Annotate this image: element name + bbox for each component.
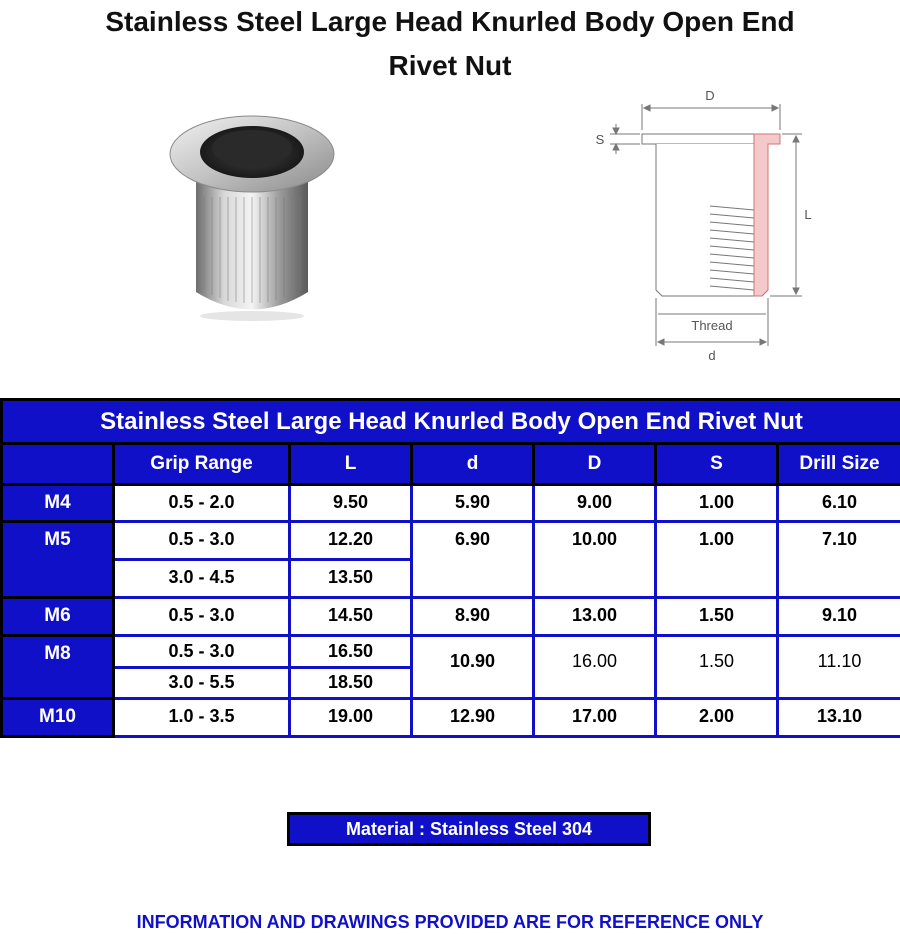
drill-size-cell: 9.10 bbox=[778, 598, 900, 636]
grip-range-cell: 3.0 - 4.5 bbox=[114, 560, 290, 598]
table-row bbox=[2, 522, 900, 560]
D-cell: 10.00 bbox=[534, 522, 656, 598]
S-cell: 1.00 bbox=[656, 484, 778, 522]
drawing-label-D: D bbox=[705, 88, 715, 103]
size-cell: M6 bbox=[2, 598, 114, 636]
col-header-S: S bbox=[656, 444, 778, 484]
d-cell: 12.90 bbox=[412, 699, 534, 737]
S-cell: 1.50 bbox=[656, 636, 778, 699]
drill-size-cell: 6.10 bbox=[778, 484, 900, 522]
S-cell: 2.00 bbox=[656, 699, 778, 737]
size-cell: M10 bbox=[2, 699, 114, 737]
grip-range-cell: 0.5 - 3.0 bbox=[114, 636, 290, 667]
D-cell: 17.00 bbox=[534, 699, 656, 737]
rivet-nut-photo bbox=[160, 112, 340, 322]
d-cell: 6.90 bbox=[412, 522, 534, 598]
S-cell: 1.50 bbox=[656, 598, 778, 636]
drawing-label-d: d bbox=[708, 348, 716, 363]
table-row bbox=[2, 636, 900, 667]
size-cell: M4 bbox=[2, 484, 114, 522]
d-cell: 10.90 bbox=[412, 636, 534, 699]
L-cell: 9.50 bbox=[290, 484, 412, 522]
table-row bbox=[2, 484, 900, 522]
size-cell: M5 bbox=[2, 522, 114, 598]
col-header-D: D bbox=[534, 444, 656, 484]
table-row bbox=[2, 598, 900, 636]
L-cell: 14.50 bbox=[290, 598, 412, 636]
col-header-drill-size: Drill Size bbox=[778, 444, 900, 484]
drill-size-cell: 13.10 bbox=[778, 699, 900, 737]
rivet-nut-drawing bbox=[590, 84, 815, 369]
S-cell: 1.00 bbox=[656, 522, 778, 598]
drawing-label-thread: Thread bbox=[691, 318, 733, 333]
L-cell: 16.50 bbox=[290, 636, 412, 667]
col-header-d: d bbox=[412, 444, 534, 484]
table-header-row bbox=[2, 444, 900, 484]
grip-range-cell: 1.0 - 3.5 bbox=[114, 699, 290, 737]
d-cell: 5.90 bbox=[412, 484, 534, 522]
drawing-label-S: S bbox=[595, 132, 605, 147]
L-cell: 18.50 bbox=[290, 667, 412, 698]
size-cell: M8 bbox=[2, 636, 114, 699]
d-cell: 8.90 bbox=[412, 598, 534, 636]
spec-table bbox=[0, 398, 900, 738]
D-cell: 16.00 bbox=[534, 636, 656, 699]
page-title bbox=[0, 0, 900, 88]
L-cell: 13.50 bbox=[290, 560, 412, 598]
D-cell: 13.00 bbox=[534, 598, 656, 636]
table-row bbox=[2, 699, 900, 737]
col-header-size bbox=[2, 444, 114, 484]
grip-range-cell: 3.0 - 5.5 bbox=[114, 667, 290, 698]
D-cell: 9.00 bbox=[534, 484, 656, 522]
drawing-label-L: L bbox=[804, 207, 812, 222]
grip-range-cell: 0.5 - 2.0 bbox=[114, 484, 290, 522]
col-header-grip-range: Grip Range bbox=[114, 444, 290, 484]
grip-range-cell: 0.5 - 3.0 bbox=[114, 522, 290, 560]
material-label: Material : Stainless Steel 304 bbox=[287, 812, 651, 846]
page-title-line-2: Rivet Nut bbox=[388, 50, 512, 81]
L-cell: 19.00 bbox=[290, 699, 412, 737]
drill-size-cell: 11.10 bbox=[778, 636, 900, 699]
drill-size-cell: 7.10 bbox=[778, 522, 900, 598]
disclaimer-text: INFORMATION AND DRAWINGS PROVIDED ARE FOR REFERENCE ONLY bbox=[136, 912, 764, 932]
grip-range-cell: 0.5 - 3.0 bbox=[114, 598, 290, 636]
col-header-L: L bbox=[290, 444, 412, 484]
page-title-line-1: Stainless Steel Large Head Knurled Body Open End bbox=[105, 6, 795, 37]
L-cell: 12.20 bbox=[290, 522, 412, 560]
table-title: Stainless Steel Large Head Knurled Body Open End Rivet Nut bbox=[2, 400, 900, 444]
